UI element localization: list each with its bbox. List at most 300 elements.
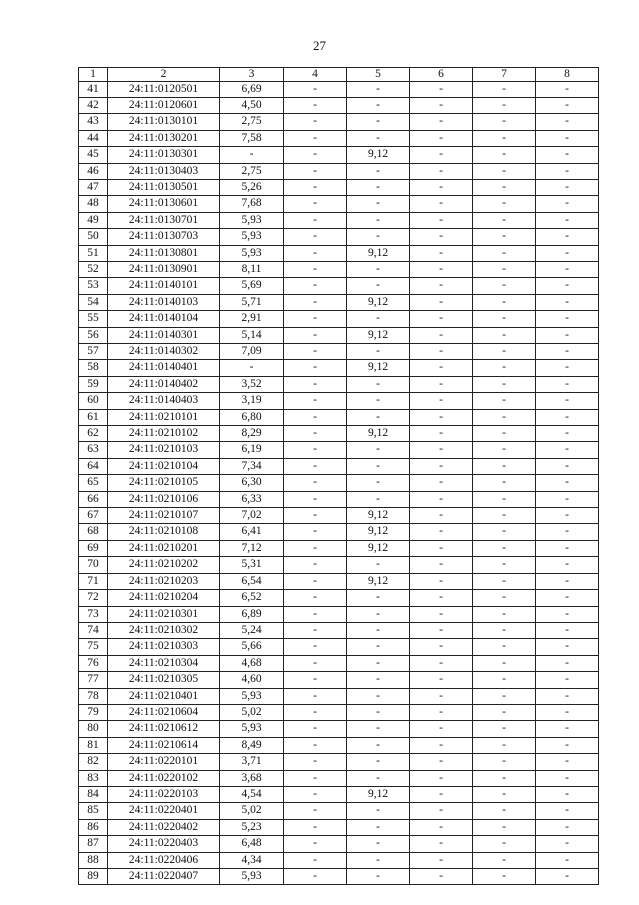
table-cell: 24:11:0210304 — [108, 655, 220, 671]
table-cell: 8,49 — [220, 737, 284, 753]
table-cell: - — [284, 491, 347, 507]
table-cell: - — [473, 442, 536, 458]
table-cell: 9,12 — [347, 524, 410, 540]
column-header-4: 4 — [284, 68, 347, 82]
table-cell: 6,30 — [220, 475, 284, 491]
table-cell: - — [536, 261, 599, 277]
table-cell: 47 — [79, 179, 108, 195]
table-cell: - — [473, 704, 536, 720]
table-cell: 44 — [79, 130, 108, 146]
table-cell: - — [347, 196, 410, 212]
table-cell: - — [410, 163, 473, 179]
table-cell: 63 — [79, 442, 108, 458]
table-cell: - — [347, 655, 410, 671]
table-cell: - — [347, 409, 410, 425]
table-row — [79, 376, 599, 392]
table-cell: 24:11:0220407 — [108, 869, 220, 885]
table-cell: 24:11:0220401 — [108, 803, 220, 819]
table-cell: - — [410, 655, 473, 671]
table-cell: - — [284, 229, 347, 245]
table-cell: - — [473, 229, 536, 245]
table-cell: 24:11:0130301 — [108, 147, 220, 163]
table-cell: 42 — [79, 97, 108, 113]
table-cell: - — [536, 311, 599, 327]
table-cell: - — [284, 836, 347, 852]
table-cell: - — [284, 376, 347, 392]
table-cell: - — [410, 688, 473, 704]
table-cell: - — [284, 754, 347, 770]
table-cell: 76 — [79, 655, 108, 671]
table-cell: - — [536, 688, 599, 704]
table-cell: - — [536, 770, 599, 786]
table-cell: - — [347, 261, 410, 277]
table-cell: 78 — [79, 688, 108, 704]
table-cell: - — [473, 426, 536, 442]
table-cell: - — [410, 229, 473, 245]
table-cell: 24:11:0210612 — [108, 721, 220, 737]
table-cell: - — [473, 475, 536, 491]
table-cell: 24:11:0210204 — [108, 590, 220, 606]
table-cell: 24:11:0210401 — [108, 688, 220, 704]
table-cell: - — [284, 114, 347, 130]
table-cell: 24:11:0210107 — [108, 508, 220, 524]
table-cell: - — [536, 81, 599, 97]
table-cell: 24:11:0130501 — [108, 179, 220, 195]
table-row — [79, 97, 599, 113]
table-cell: 5,26 — [220, 179, 284, 195]
table-cell: - — [347, 475, 410, 491]
table-cell: - — [347, 393, 410, 409]
table-cell: - — [410, 606, 473, 622]
table-row — [79, 130, 599, 146]
table-cell: 84 — [79, 786, 108, 802]
table-cell: - — [536, 508, 599, 524]
table-cell: 24:11:0210106 — [108, 491, 220, 507]
table-cell: 2,75 — [220, 114, 284, 130]
table-cell: - — [410, 721, 473, 737]
table-row — [79, 573, 599, 589]
table-cell: - — [473, 737, 536, 753]
table-cell: - — [410, 327, 473, 343]
table-cell: - — [473, 196, 536, 212]
table-cell: - — [473, 557, 536, 573]
table-cell: 46 — [79, 163, 108, 179]
table-cell: - — [410, 311, 473, 327]
table-cell: 24:11:0220403 — [108, 836, 220, 852]
table-cell: 9,12 — [347, 360, 410, 376]
table-cell: - — [284, 147, 347, 163]
table-cell: 24:11:0210105 — [108, 475, 220, 491]
table-cell: - — [284, 540, 347, 556]
table-cell: - — [284, 393, 347, 409]
table-cell: - — [410, 639, 473, 655]
table-cell: 24:11:0140302 — [108, 344, 220, 360]
table-cell: - — [284, 81, 347, 97]
table-cell: - — [284, 278, 347, 294]
table-cell: 3,19 — [220, 393, 284, 409]
table-cell: - — [284, 524, 347, 540]
table-cell: - — [410, 704, 473, 720]
table-cell: 24:11:0210102 — [108, 426, 220, 442]
table-cell: 68 — [79, 524, 108, 540]
table-cell: 2,75 — [220, 163, 284, 179]
table-row — [79, 196, 599, 212]
table-cell: - — [473, 540, 536, 556]
table-cell: 72 — [79, 590, 108, 606]
table-cell: 5,23 — [220, 819, 284, 835]
table-cell: - — [536, 704, 599, 720]
table-cell: - — [284, 311, 347, 327]
table-cell: - — [536, 672, 599, 688]
table-row — [79, 655, 599, 671]
table-cell: - — [284, 360, 347, 376]
table-cell: 65 — [79, 475, 108, 491]
table-row — [79, 508, 599, 524]
table-cell: 24:11:0130801 — [108, 245, 220, 261]
table-cell: 43 — [79, 114, 108, 130]
table-cell: - — [347, 376, 410, 392]
table-cell: - — [410, 179, 473, 195]
table-cell: 9,12 — [347, 573, 410, 589]
table-cell: - — [536, 130, 599, 146]
table-cell: 24:11:0210103 — [108, 442, 220, 458]
table-row — [79, 278, 599, 294]
table-cell: 9,12 — [347, 294, 410, 310]
table-cell: - — [347, 639, 410, 655]
table-cell: 3,68 — [220, 770, 284, 786]
table-cell: - — [473, 327, 536, 343]
table-cell: - — [473, 770, 536, 786]
table-cell: - — [284, 639, 347, 655]
table-cell: 24:11:0130701 — [108, 212, 220, 228]
table-cell: - — [536, 606, 599, 622]
table-cell: 24:11:0220402 — [108, 819, 220, 835]
table-cell: 24:11:0210201 — [108, 540, 220, 556]
table-cell: - — [347, 737, 410, 753]
table-cell: 24:11:0120501 — [108, 81, 220, 97]
table-cell: - — [410, 393, 473, 409]
table-row — [79, 245, 599, 261]
table-row — [79, 622, 599, 638]
table-cell: 24:11:0140103 — [108, 294, 220, 310]
table-cell: 64 — [79, 458, 108, 474]
table-cell: 9,12 — [347, 245, 410, 261]
table-cell: 5,93 — [220, 212, 284, 228]
table-cell: 9,12 — [347, 147, 410, 163]
table-row — [79, 639, 599, 655]
table-cell: 6,89 — [220, 606, 284, 622]
table-cell: 2,91 — [220, 311, 284, 327]
table-cell: 6,41 — [220, 524, 284, 540]
table-cell: - — [410, 491, 473, 507]
table-cell: - — [347, 622, 410, 638]
table-cell: - — [284, 97, 347, 113]
table-cell: 9,12 — [347, 426, 410, 442]
table-cell: 5,93 — [220, 869, 284, 885]
table-row — [79, 294, 599, 310]
table-cell: - — [410, 852, 473, 868]
table-cell: - — [536, 344, 599, 360]
table-cell: - — [410, 508, 473, 524]
table-cell: - — [284, 442, 347, 458]
table-cell: 55 — [79, 311, 108, 327]
table-cell: - — [284, 869, 347, 885]
table-cell: 6,52 — [220, 590, 284, 606]
table-cell: - — [536, 737, 599, 753]
table-cell: - — [410, 737, 473, 753]
table-row — [79, 590, 599, 606]
table-cell: - — [473, 639, 536, 655]
table-cell: 61 — [79, 409, 108, 425]
table-cell: - — [347, 590, 410, 606]
table-cell: - — [347, 869, 410, 885]
table-cell: - — [284, 819, 347, 835]
table-cell: 3,71 — [220, 754, 284, 770]
table-cell: - — [220, 360, 284, 376]
table-cell: - — [284, 458, 347, 474]
table-cell: 24:11:0210301 — [108, 606, 220, 622]
data-table — [78, 67, 599, 885]
table-cell: - — [536, 721, 599, 737]
table-cell: - — [347, 803, 410, 819]
table-row — [79, 770, 599, 786]
table-cell: - — [536, 540, 599, 556]
table-cell: 24:11:0130101 — [108, 114, 220, 130]
table-cell: - — [473, 688, 536, 704]
table-cell: - — [536, 655, 599, 671]
table-row — [79, 409, 599, 425]
table-cell: 9,12 — [347, 540, 410, 556]
table-cell: 80 — [79, 721, 108, 737]
table-row — [79, 360, 599, 376]
table-cell: 5,02 — [220, 803, 284, 819]
table-cell: - — [536, 475, 599, 491]
table-row — [79, 754, 599, 770]
table-cell: - — [347, 606, 410, 622]
table-cell: 53 — [79, 278, 108, 294]
table-body — [79, 81, 599, 885]
table-cell: - — [284, 475, 347, 491]
table-cell: - — [284, 852, 347, 868]
table-cell: - — [410, 786, 473, 802]
table-cell: 5,93 — [220, 229, 284, 245]
table-row — [79, 786, 599, 802]
table-cell: - — [410, 590, 473, 606]
table-cell: - — [410, 130, 473, 146]
table-cell: 24:11:0220101 — [108, 754, 220, 770]
table-cell: - — [473, 590, 536, 606]
table-cell: - — [536, 393, 599, 409]
table-cell: - — [284, 163, 347, 179]
table-cell: - — [347, 770, 410, 786]
table-cell: - — [473, 81, 536, 97]
table-cell: 5,69 — [220, 278, 284, 294]
table-cell: - — [410, 97, 473, 113]
table-cell: - — [410, 294, 473, 310]
table-cell: 79 — [79, 704, 108, 720]
table-cell: - — [473, 458, 536, 474]
table-cell: 4,54 — [220, 786, 284, 802]
table-cell: - — [284, 688, 347, 704]
column-header-8: 8 — [536, 68, 599, 82]
table-cell: 24:11:0220102 — [108, 770, 220, 786]
table-row — [79, 606, 599, 622]
table-cell: - — [284, 737, 347, 753]
table-cell: 24:11:0130703 — [108, 229, 220, 245]
table-cell: - — [284, 327, 347, 343]
table-cell: - — [284, 606, 347, 622]
table-cell: - — [410, 147, 473, 163]
table-cell: - — [284, 557, 347, 573]
table-cell: - — [410, 212, 473, 228]
table-cell: - — [347, 179, 410, 195]
table-cell: 5,24 — [220, 622, 284, 638]
table-cell: - — [473, 672, 536, 688]
table-row — [79, 869, 599, 885]
table-cell: 77 — [79, 672, 108, 688]
table-cell: - — [536, 442, 599, 458]
table-cell: 5,14 — [220, 327, 284, 343]
table-cell: - — [284, 130, 347, 146]
table-cell: - — [347, 311, 410, 327]
table-row — [79, 442, 599, 458]
table-cell: 81 — [79, 737, 108, 753]
table-cell: - — [536, 245, 599, 261]
table-cell: - — [473, 786, 536, 802]
table-cell: - — [284, 672, 347, 688]
table-cell: 56 — [79, 327, 108, 343]
table-cell: - — [536, 147, 599, 163]
table-row — [79, 704, 599, 720]
table-cell: - — [473, 261, 536, 277]
table-cell: 87 — [79, 836, 108, 852]
table-cell: - — [410, 376, 473, 392]
table-cell: - — [536, 179, 599, 195]
table-cell: - — [284, 261, 347, 277]
table-cell: - — [284, 344, 347, 360]
table-cell: 5,66 — [220, 639, 284, 655]
table-cell: - — [284, 212, 347, 228]
table-cell: - — [410, 524, 473, 540]
table-cell: 83 — [79, 770, 108, 786]
table-cell: 7,58 — [220, 130, 284, 146]
table-cell: - — [410, 672, 473, 688]
table-cell: - — [347, 721, 410, 737]
table-row — [79, 229, 599, 245]
table-cell: 6,48 — [220, 836, 284, 852]
table-cell: - — [284, 770, 347, 786]
table-cell: 24:11:0210303 — [108, 639, 220, 655]
table-cell: 7,02 — [220, 508, 284, 524]
table-cell: - — [536, 97, 599, 113]
table-cell: 24:11:0220103 — [108, 786, 220, 802]
table-cell: - — [536, 212, 599, 228]
table-cell: 49 — [79, 212, 108, 228]
table-cell: - — [347, 212, 410, 228]
table-cell: 6,54 — [220, 573, 284, 589]
table-cell: - — [536, 114, 599, 130]
table-cell: - — [284, 196, 347, 212]
table-cell: - — [347, 278, 410, 294]
table-cell: - — [347, 442, 410, 458]
table-cell: 24:11:0210101 — [108, 409, 220, 425]
table-cell: - — [410, 344, 473, 360]
table-row — [79, 147, 599, 163]
table-row — [79, 803, 599, 819]
table-cell: 4,34 — [220, 852, 284, 868]
table-cell: 7,12 — [220, 540, 284, 556]
table-cell: - — [410, 622, 473, 638]
table-cell: 6,80 — [220, 409, 284, 425]
table-cell: - — [536, 819, 599, 835]
table-cell: 54 — [79, 294, 108, 310]
table-row — [79, 672, 599, 688]
table-cell: - — [536, 458, 599, 474]
table-cell: 66 — [79, 491, 108, 507]
table-cell: 24:11:0130901 — [108, 261, 220, 277]
table-cell: 4,68 — [220, 655, 284, 671]
table-cell: - — [410, 770, 473, 786]
table-cell: 7,68 — [220, 196, 284, 212]
table-cell: 67 — [79, 508, 108, 524]
table-cell: - — [536, 327, 599, 343]
table-row — [79, 721, 599, 737]
table-cell: - — [473, 622, 536, 638]
table-cell: - — [410, 869, 473, 885]
table-cell: 50 — [79, 229, 108, 245]
table-cell: - — [410, 754, 473, 770]
table-cell: - — [473, 294, 536, 310]
table-cell: - — [347, 836, 410, 852]
table-cell: - — [410, 196, 473, 212]
table-cell: - — [284, 573, 347, 589]
table-cell: - — [536, 786, 599, 802]
table-cell: - — [536, 557, 599, 573]
table-cell: - — [473, 655, 536, 671]
table-cell: 6,19 — [220, 442, 284, 458]
table-cell: 24:11:0210604 — [108, 704, 220, 720]
table-header-row — [79, 68, 599, 82]
table-row — [79, 212, 599, 228]
table-cell: 71 — [79, 573, 108, 589]
table-cell: - — [536, 590, 599, 606]
table-cell: - — [536, 754, 599, 770]
table-cell: 5,93 — [220, 245, 284, 261]
table-cell: - — [536, 852, 599, 868]
table-cell: - — [347, 114, 410, 130]
table-cell: - — [347, 491, 410, 507]
table-cell: - — [473, 819, 536, 835]
table-cell: - — [347, 163, 410, 179]
table-cell: - — [473, 721, 536, 737]
table-cell: 82 — [79, 754, 108, 770]
table-cell: 59 — [79, 376, 108, 392]
table-row — [79, 327, 599, 343]
table-cell: - — [410, 540, 473, 556]
table-cell: 4,60 — [220, 672, 284, 688]
table-cell: - — [536, 639, 599, 655]
table-cell: - — [473, 278, 536, 294]
table-cell: - — [410, 409, 473, 425]
table-cell: - — [410, 426, 473, 442]
table-cell: 24:11:0210305 — [108, 672, 220, 688]
table-cell: 85 — [79, 803, 108, 819]
table-cell: - — [536, 294, 599, 310]
table-cell: 24:11:0140104 — [108, 311, 220, 327]
table-cell: 24:11:0220406 — [108, 852, 220, 868]
table-cell: - — [347, 819, 410, 835]
table-cell: - — [284, 803, 347, 819]
